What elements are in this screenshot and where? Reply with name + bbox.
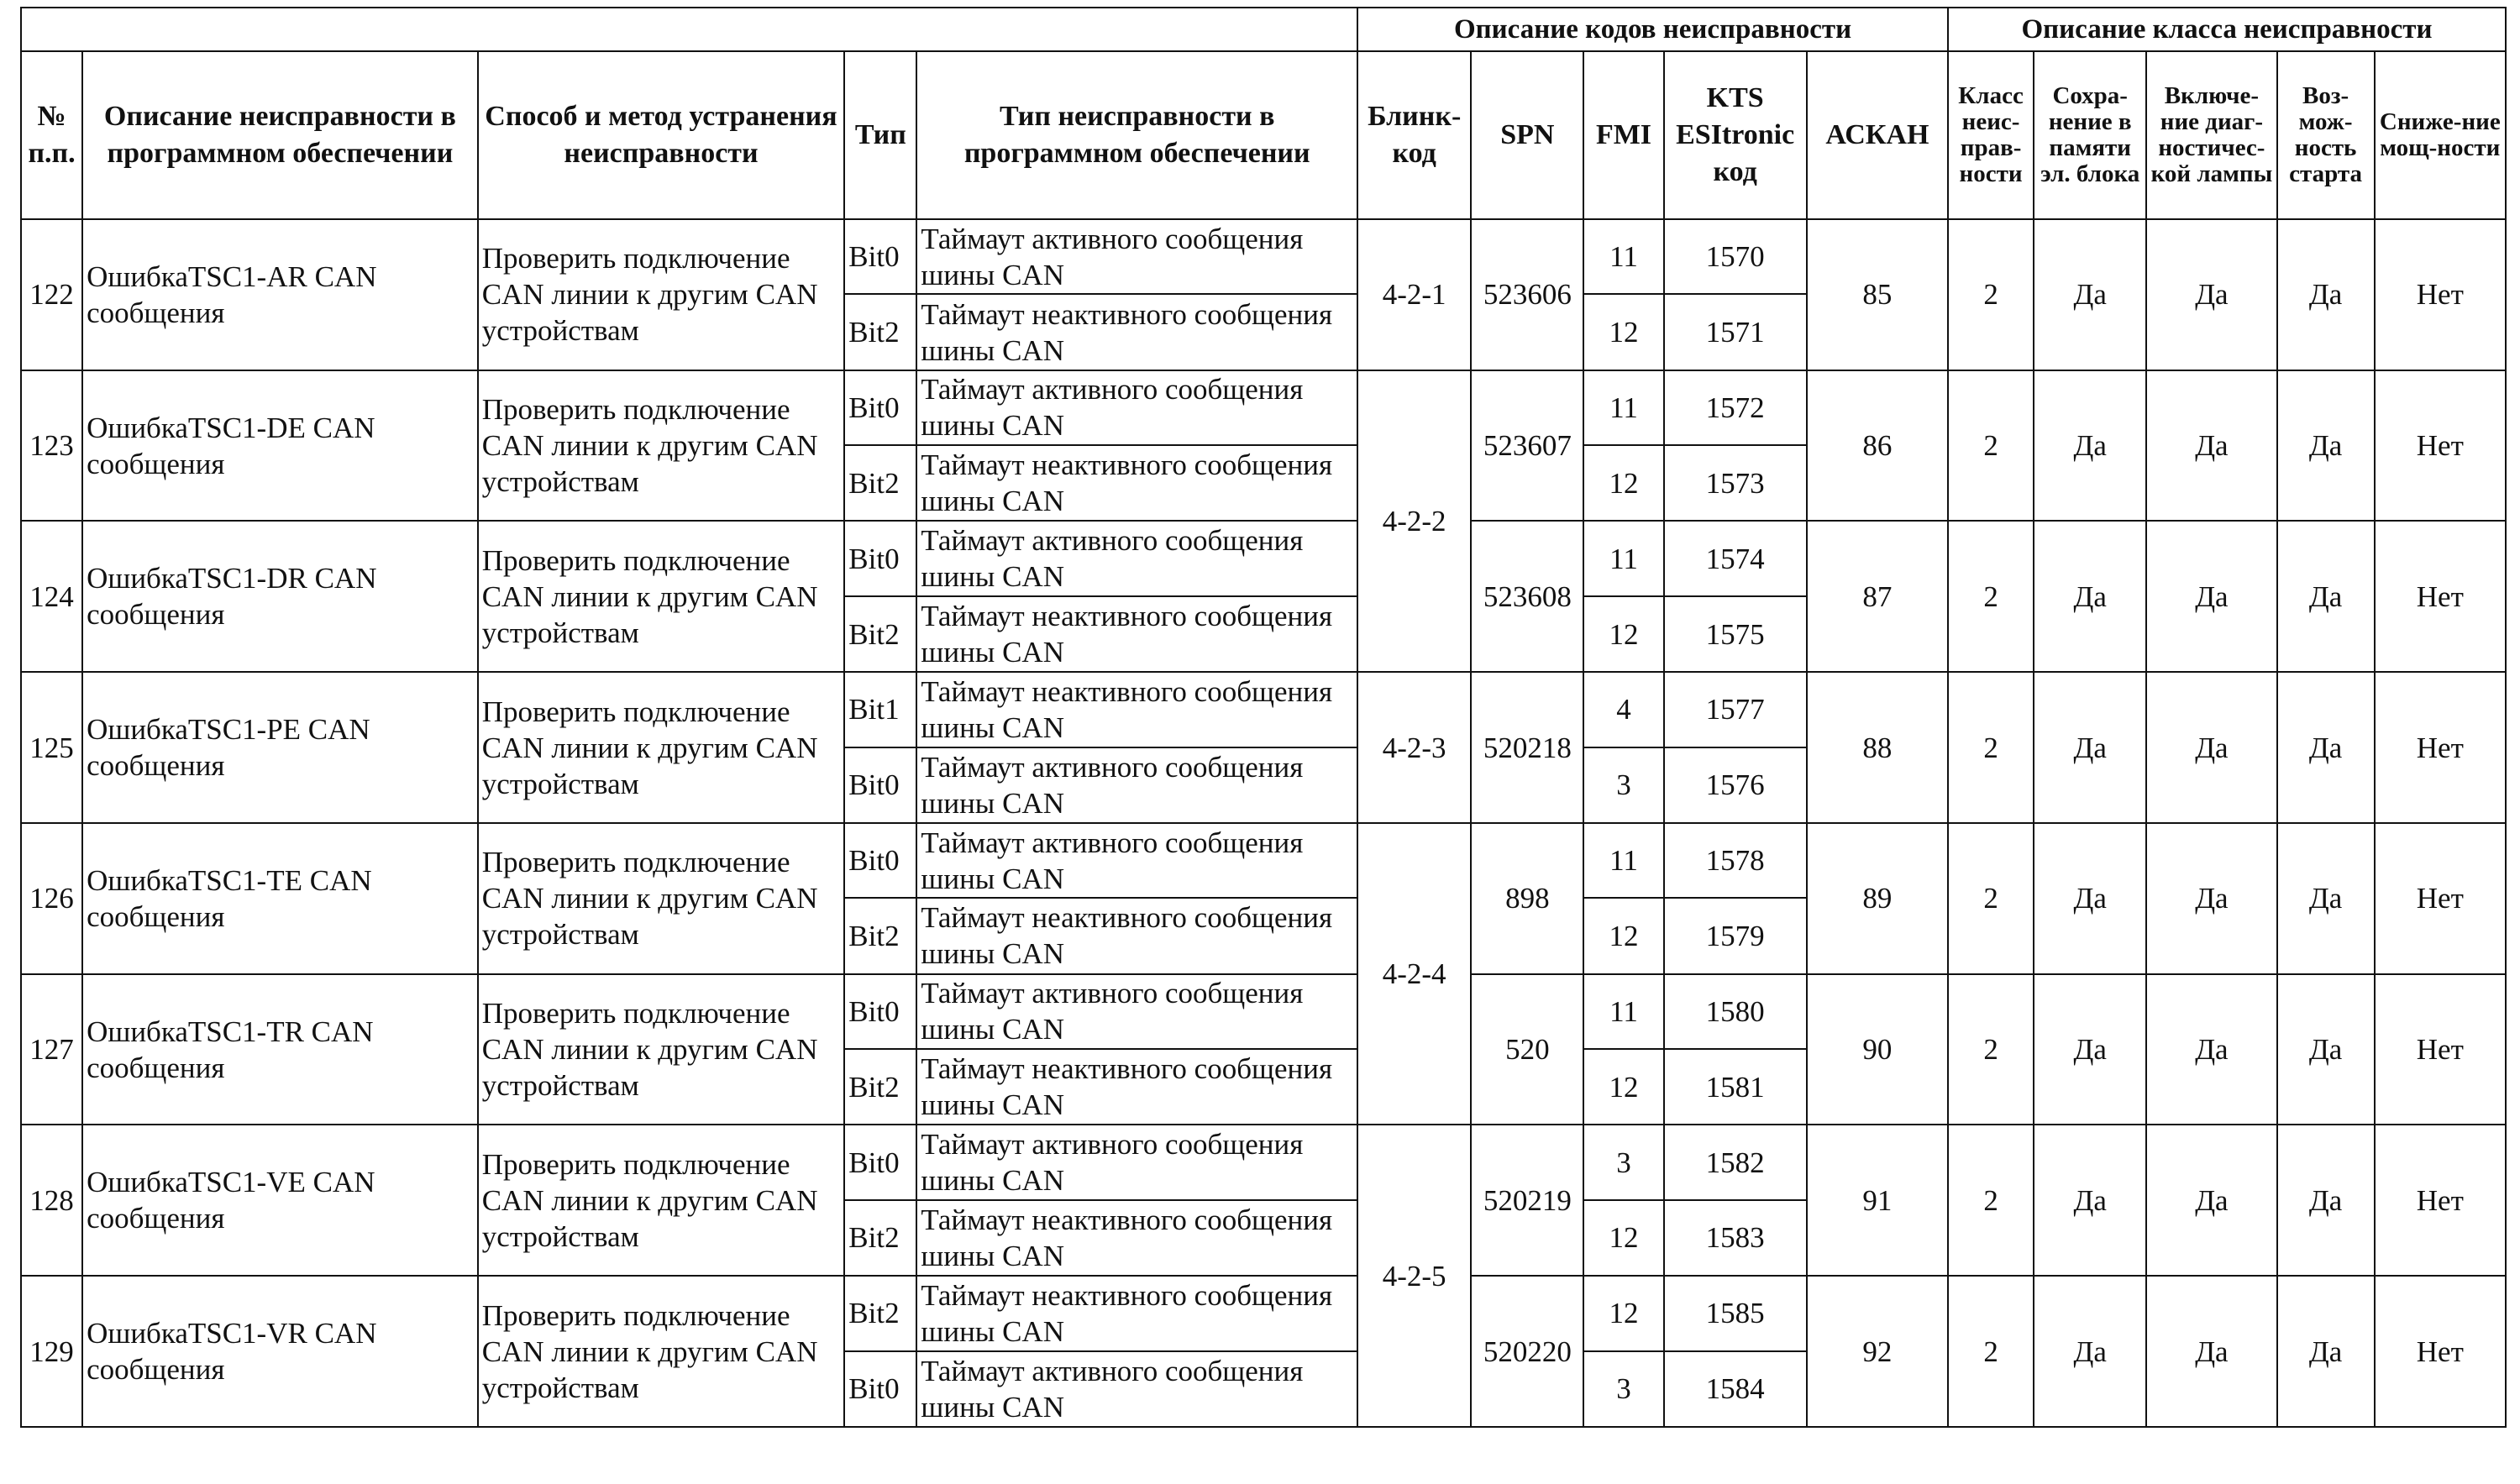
table-row [21,1276,2506,1350]
power-reduction: Нет [2375,823,2506,974]
fault-type-description: Таймаут неактивного сообщения шины CAN [916,898,1357,973]
fmi-code: 12 [1583,596,1663,672]
fault-description: ОшибкаTSC1-PE CAN сообщения [82,672,478,823]
header-start: Воз-мож-ность старта [2277,51,2375,219]
fault-type-description: Таймаут активного сообщения шины CAN [916,823,1357,898]
bit-type: Bit2 [844,596,916,672]
ackan-code: 86 [1807,370,1948,522]
fault-class: 2 [1948,521,2034,672]
bit-type: Bit2 [844,1276,916,1350]
kts-code: 1577 [1664,672,1807,747]
start-possible: Да [2277,370,2375,522]
bit-type: Bit0 [844,1351,916,1428]
spn-code: 520 [1471,974,1583,1125]
bit-type: Bit0 [844,219,916,294]
diagnostic-lamp: Да [2146,521,2276,672]
fault-type-description: Таймаут активного сообщения шины CAN [916,1351,1357,1428]
fault-description: ОшибкаTSC1-DR CAN сообщения [82,521,478,672]
fmi-code: 12 [1583,1200,1663,1276]
fault-class: 2 [1948,672,2034,823]
fix-method: Проверить подключение CAN линии к другим CAN устройствам [478,823,845,974]
row-number: 127 [21,974,82,1125]
kts-code: 1580 [1664,974,1807,1049]
bit-type: Bit0 [844,823,916,898]
fix-method: Проверить подключение CAN линии к другим CAN устройствам [478,370,845,522]
memory-save: Да [2034,219,2146,370]
fmi-code: 12 [1583,294,1663,370]
spn-code: 523606 [1471,219,1583,370]
fmi-code: 3 [1583,1125,1663,1199]
fmi-code: 11 [1583,974,1663,1049]
fmi-code: 12 [1583,898,1663,973]
bit-type: Bit0 [844,1125,916,1199]
fault-description: ОшибкаTSC1-AR CAN сообщения [82,219,478,370]
header-blink: Блинк-код [1357,51,1471,219]
table-row [21,974,2506,1049]
fix-method: Проверить подключение CAN линии к другим CAN устройствам [478,1276,845,1427]
table-row [21,219,2506,294]
fix-method: Проверить подключение CAN линии к другим CAN устройствам [478,1125,845,1276]
memory-save: Да [2034,672,2146,823]
power-reduction: Нет [2375,1276,2506,1427]
blink-code: 4-2-1 [1357,219,1471,370]
ackan-code: 85 [1807,219,1948,370]
ackan-code: 91 [1807,1125,1948,1276]
spn-code: 520220 [1471,1276,1583,1427]
diagnostic-lamp: Да [2146,672,2276,823]
kts-code: 1584 [1664,1351,1807,1428]
kts-code: 1583 [1664,1200,1807,1276]
header-lamp: Включе-ние диаг-ностичес-кой лампы [2146,51,2276,219]
start-possible: Да [2277,521,2375,672]
fault-class: 2 [1948,1276,2034,1427]
fmi-code: 4 [1583,672,1663,747]
start-possible: Да [2277,823,2375,974]
diagnostic-lamp: Да [2146,1125,2276,1276]
fault-type-description: Таймаут активного сообщения шины CAN [916,1125,1357,1199]
fault-code-table [20,7,2507,1428]
kts-code: 1576 [1664,747,1807,823]
bit-type: Bit0 [844,521,916,595]
power-reduction: Нет [2375,672,2506,823]
kts-code: 1574 [1664,521,1807,595]
header-num: № п.п. [21,51,82,219]
header-group-codes: Описание кодов неисправности [1357,8,1948,51]
header-group-row [21,8,2506,51]
kts-code: 1571 [1664,294,1807,370]
fault-type-description: Таймаут неактивного сообщения шины CAN [916,445,1357,521]
blink-code: 4-2-3 [1357,672,1471,823]
power-reduction: Нет [2375,974,2506,1125]
fault-type-description: Таймаут активного сообщения шины CAN [916,747,1357,823]
ackan-code: 90 [1807,974,1948,1125]
fault-type-description: Таймаут активного сообщения шины CAN [916,370,1357,445]
memory-save: Да [2034,521,2146,672]
header-group-class: Описание класса неисправности [1948,8,2506,51]
bit-type: Bit2 [844,1200,916,1276]
table-row [21,1125,2506,1199]
spn-code: 898 [1471,823,1583,974]
kts-code: 1579 [1664,898,1807,973]
kts-code: 1582 [1664,1125,1807,1199]
fmi-code: 12 [1583,1049,1663,1125]
row-number: 122 [21,219,82,370]
row-number: 129 [21,1276,82,1427]
header-blank [21,8,1357,51]
spn-code: 523607 [1471,370,1583,522]
header-kts: KTS ESItronic код [1664,51,1807,219]
row-number: 125 [21,672,82,823]
ackan-code: 89 [1807,823,1948,974]
power-reduction: Нет [2375,370,2506,522]
spn-code: 523608 [1471,521,1583,672]
header-class: Класс неис-прав-ности [1948,51,2034,219]
fmi-code: 12 [1583,445,1663,521]
fault-description: ОшибкаTSC1-TR CAN сообщения [82,974,478,1125]
ackan-code: 92 [1807,1276,1948,1427]
bit-type: Bit2 [844,898,916,973]
fmi-code: 3 [1583,1351,1663,1428]
fault-class: 2 [1948,1125,2034,1276]
fault-description: ОшибкаTSC1-VE CAN сообщения [82,1125,478,1276]
blink-code: 4-2-4 [1357,823,1471,1125]
start-possible: Да [2277,672,2375,823]
start-possible: Да [2277,1125,2375,1276]
table-row [21,521,2506,595]
memory-save: Да [2034,1125,2146,1276]
kts-code: 1570 [1664,219,1807,294]
bit-type: Bit2 [844,445,916,521]
fault-description: ОшибкаTSC1-DE CAN сообщения [82,370,478,522]
fault-type-description: Таймаут активного сообщения шины CAN [916,974,1357,1049]
kts-code: 1572 [1664,370,1807,445]
header-desc: Описание неисправности в программном обеспечении [82,51,478,219]
kts-code: 1578 [1664,823,1807,898]
table-body [21,219,2506,1427]
spn-code: 520219 [1471,1125,1583,1276]
fault-type-description: Таймаут неактивного сообщения шины CAN [916,596,1357,672]
header-column-row [21,51,2506,219]
kts-code: 1581 [1664,1049,1807,1125]
diagnostic-lamp: Да [2146,370,2276,522]
fix-method: Проверить подключение CAN линии к другим CAN устройствам [478,521,845,672]
fix-method: Проверить подключение CAN линии к другим CAN устройствам [478,219,845,370]
header-fmi: FMI [1583,51,1663,219]
memory-save: Да [2034,370,2146,522]
memory-save: Да [2034,1276,2146,1427]
table-row [21,672,2506,747]
fmi-code: 11 [1583,219,1663,294]
fault-description: ОшибкаTSC1-TE CAN сообщения [82,823,478,974]
fault-description: ОшибкаTSC1-VR CAN сообщения [82,1276,478,1427]
diagnostic-lamp: Да [2146,219,2276,370]
start-possible: Да [2277,974,2375,1125]
memory-save: Да [2034,823,2146,974]
header-power: Сниже-ние мощ-ности [2375,51,2506,219]
start-possible: Да [2277,1276,2375,1427]
power-reduction: Нет [2375,1125,2506,1276]
memory-save: Да [2034,974,2146,1125]
header-ackan: АСКАН [1807,51,1948,219]
ackan-code: 87 [1807,521,1948,672]
diagnostic-lamp: Да [2146,974,2276,1125]
row-number: 123 [21,370,82,522]
ackan-code: 88 [1807,672,1948,823]
fault-type-description: Таймаут активного сообщения шины CAN [916,521,1357,595]
fmi-code: 11 [1583,370,1663,445]
row-number: 124 [21,521,82,672]
fmi-code: 12 [1583,1276,1663,1350]
fault-type-description: Таймаут неактивного сообщения шины CAN [916,1200,1357,1276]
bit-type: Bit0 [844,974,916,1049]
fault-class: 2 [1948,974,2034,1125]
spn-code: 520218 [1471,672,1583,823]
diagnostic-lamp: Да [2146,823,2276,974]
fix-method: Проверить подключение CAN линии к другим CAN устройствам [478,672,845,823]
fault-type-description: Таймаут неактивного сообщения шины CAN [916,672,1357,747]
kts-code: 1573 [1664,445,1807,521]
bit-type: Bit1 [844,672,916,747]
table-row [21,823,2506,898]
start-possible: Да [2277,219,2375,370]
header-method: Способ и метод устранения неисправности [478,51,845,219]
power-reduction: Нет [2375,219,2506,370]
diagnostic-lamp: Да [2146,1276,2276,1427]
fmi-code: 11 [1583,521,1663,595]
bit-type: Bit0 [844,370,916,445]
header-type: Тип [844,51,916,219]
fault-class: 2 [1948,219,2034,370]
kts-code: 1585 [1664,1276,1807,1350]
fault-type-description: Таймаут неактивного сообщения шины CAN [916,294,1357,370]
fault-type-description: Таймаут неактивного сообщения шины CAN [916,1049,1357,1125]
kts-code: 1575 [1664,596,1807,672]
bit-type: Bit2 [844,294,916,370]
row-number: 126 [21,823,82,974]
power-reduction: Нет [2375,521,2506,672]
table-row [21,370,2506,445]
fault-class: 2 [1948,370,2034,522]
fmi-code: 11 [1583,823,1663,898]
blink-code: 4-2-5 [1357,1125,1471,1427]
fix-method: Проверить подключение CAN линии к другим CAN устройствам [478,974,845,1125]
fault-type-description: Таймаут неактивного сообщения шины CAN [916,1276,1357,1350]
fault-class: 2 [1948,823,2034,974]
header-type-desc: Тип неисправности в программном обеспечении [916,51,1357,219]
header-spn: SPN [1471,51,1583,219]
row-number: 128 [21,1125,82,1276]
fault-type-description: Таймаут активного сообщения шины CAN [916,219,1357,294]
bit-type: Bit0 [844,747,916,823]
fmi-code: 3 [1583,747,1663,823]
blink-code: 4-2-2 [1357,370,1471,672]
header-save: Сохра-нение в памяти эл. блока [2034,51,2146,219]
bit-type: Bit2 [844,1049,916,1125]
